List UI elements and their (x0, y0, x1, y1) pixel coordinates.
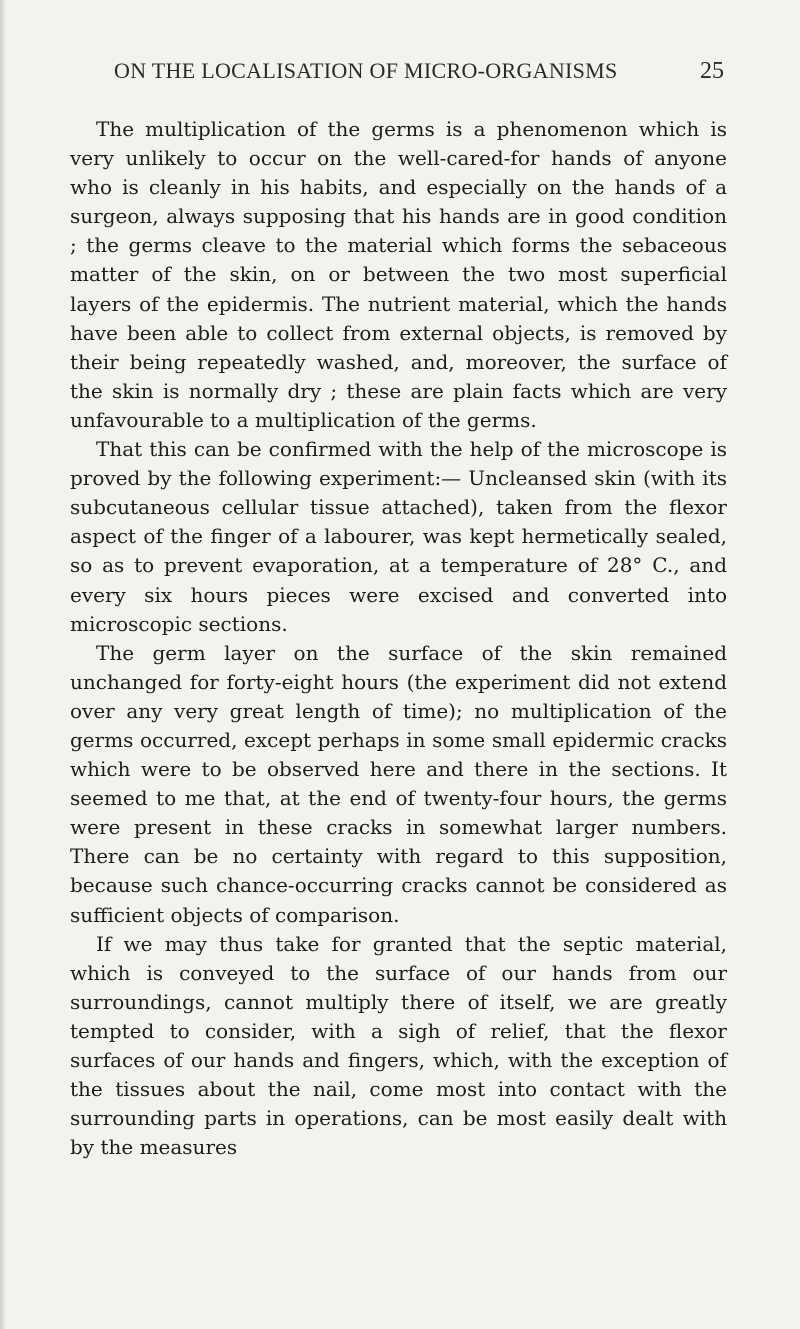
page-number: 25 (700, 58, 724, 84)
running-title: ON THE LOCALISATION OF MICRO-ORGANISMS (114, 58, 618, 83)
body-text (70, 115, 727, 1162)
paragraph: The germ layer on the surface of the skin remained unchanged for forty-eight hours (the experiment did not extend over any very great length of time); no multiplication of the germs occurred, except perhaps in some small epidermic cracks which were to be observed here and there in the sections. It seemed to me that, at the end of twenty-four hours, the germs were present in these cracks in somewhat larger numbers. There can be no certainty with regard to this supposition, because such chance-occurring cracks cannot be considered as sufficient objects of comparison. (70, 640, 727, 927)
paragraph: The multiplication of the germs is a phenomenon which is very unlikely to occur on the well-cared-for hands of anyone who is cleanly in his habits, and especially on the hands of a surgeon, always supposing that his hands are in good condition ; the germs cleave to the material which forms the sebaceous matter of the skin, on or between the two most superficial layers of the epidermis. The nutrient material, which the hands have been able to collect from external objects, is removed by their being repeatedly washed, and, moreover, the surface of the skin is normally dry ; these are plain facts which are very unfavourable to a multiplication of the germs. (70, 117, 727, 432)
binding-shadow (0, 0, 6, 1329)
running-head (114, 58, 724, 88)
paragraph: If we may thus take for granted that the septic material, which is conveyed to the surface of our hands from our surroundings, cannot multiply there of itself, we are greatly tempted to consider, with a sigh of relief, that the flexor surfaces of our hands and fingers, which, with the exception of the tissues about the nail, come most into contact with the surrounding parts in operations, can be most easily dealt with by the measures (70, 931, 727, 1160)
paragraph: That this can be confirmed with the help of the microscope is proved by the following experiment:— Uncleansed skin (with its subcutaneous cellular tissue attached), taken from the flexor aspect of the finger of a labourer, was kept hermetically sealed, so as to prevent evaporation, at a temperature of 28° C., and every six hours pieces were excised and converted into microscopic sections. (70, 437, 727, 636)
